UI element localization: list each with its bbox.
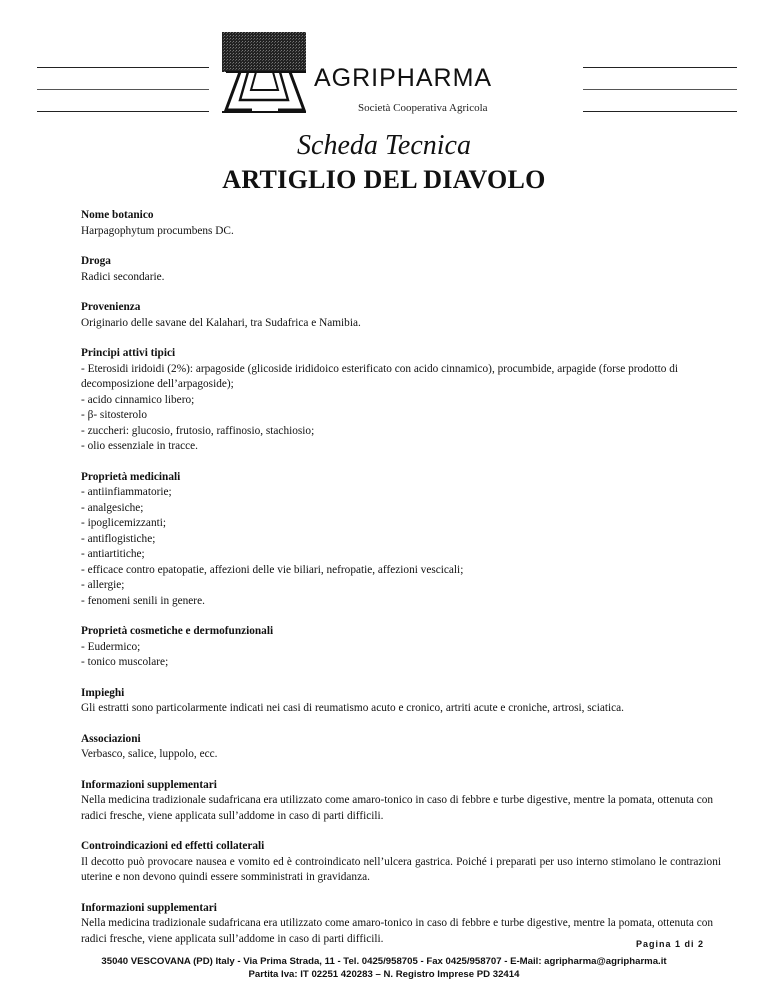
brand-name: AGRIPHARMA [314,64,493,92]
section [81,208,721,239]
section-title: Principi attivi tipici [81,347,176,359]
section-line: Harpagophytum procumbens DC. [81,224,234,237]
footer-registry: Partita Iva: IT 02251 420283 – N. Registro Imprese PD 32414 [248,969,520,980]
footer [0,955,768,981]
section [81,686,721,717]
header-rule-right-bottom [583,111,737,112]
section-line: - tonico muscolare; [81,656,169,668]
section-line: Il decotto può provocare nausea e vomito ed è controindicato nell’ulcera gastrica. Poiché i preparati per uso interno stimolano le contrazioni uterine e non devono quindi essere somministrati in gravidanza. [81,855,721,883]
header-rule-left-top [37,67,209,68]
agripharma-logo-icon [218,32,308,116]
section-line: Gli estratti sono particolarmente indicati nei casi di reumatismo acuto e cronico, artriti acute e croniche, artrosi, sciatica. [81,702,624,714]
footer-address: 35040 VESCOVANA (PD) Italy - Via Prima Strada, 11 - Tel. 0425/958705 - Fax 0425/958707 - E-Mail: agripharma@agripharma.it [101,956,667,967]
section-line: - zuccheri: glucosio, frutosio, raffinosio, stachiosio; [81,424,315,437]
section-line: - β- sitosterolo [81,409,147,421]
section [81,470,721,610]
header-rule-left-middle [37,89,209,90]
header-rule-right-top [583,67,737,68]
product-title: ARTIGLIO DEL DIAVOLO [222,165,546,194]
section [81,778,721,825]
section-line: - Eudermico; [81,640,141,653]
datasheet-content [81,208,721,962]
section-line: - ipoglicemizzanti; [81,517,167,529]
section-line: Verbasco, salice, luppolo, ecc. [81,748,218,760]
section [81,901,721,948]
section-title: Associazioni [81,732,141,745]
section [81,346,721,455]
brand-tagline: Società Cooperativa Agricola [358,102,488,114]
section-line: - Eterosidi iridoidi (2%): arpagoside (glicoside irididoico esterificato con acido cinnamico), procumbide, arpagide (forse prodotto di decomposizione dell’arpagoside); [81,362,678,390]
section-line: - efficace contro epatopatie, affezioni delle vie biliari, nefropatie, affezioni vescicali; [81,563,464,576]
section-line: - antiartitiche; [81,548,145,560]
section-title: Nome botanico [81,209,154,221]
section-title: Provenienza [81,301,141,313]
section-title: Proprietà medicinali [81,470,181,483]
section-line: - analgesiche; [81,501,144,514]
section-title: Controindicazioni ed effetti collaterali [81,840,265,852]
section [81,624,721,671]
page-number: Pagina 1 di 2 [635,939,704,949]
section-title: Informazioni supplementari [81,901,217,914]
section-line: Nella medicina tradizionale sudafricana era utilizzato come amaro-tonico in caso di febbre e turbe digestive, mentre la pomata, ottenuta con radici fresche, viene applicata sull’addome in caso di parti difficili. [81,794,714,822]
section-line: - allergie; [81,579,125,591]
section [81,254,721,285]
section-title: Proprietà cosmetiche e dermofunzionali [81,625,274,637]
header-rule-left-bottom [37,111,209,112]
section-line: Originario delle savane del Kalahari, tra Sudafrica e Namibia. [81,316,361,329]
section-title: Impieghi [81,686,125,699]
section [81,300,721,331]
section-line: - acido cinnamico libero; [81,393,195,406]
section-line: - fenomeni senili in genere. [81,594,205,607]
section-line: Radici secondarie. [81,270,165,283]
section-line: Nella medicina tradizionale sudafricana era utilizzato come amaro-tonico in caso di febbre e turbe digestive, mentre la pomata, ottenuta con radici fresche, viene applicata sull’addome in caso di parti difficili. [81,917,714,945]
section [81,839,721,886]
section-line: - olio essenziale in tracce. [81,440,198,452]
section-line: - antiflogistiche; [81,532,156,545]
header-rule-right-middle [583,89,737,90]
section [81,732,721,763]
document-title: Scheda Tecnica [297,130,471,161]
section-line: - antiinfiammatorie; [81,486,172,498]
section-title: Informazioni supplementari [81,778,217,791]
section-title: Droga [81,255,111,267]
